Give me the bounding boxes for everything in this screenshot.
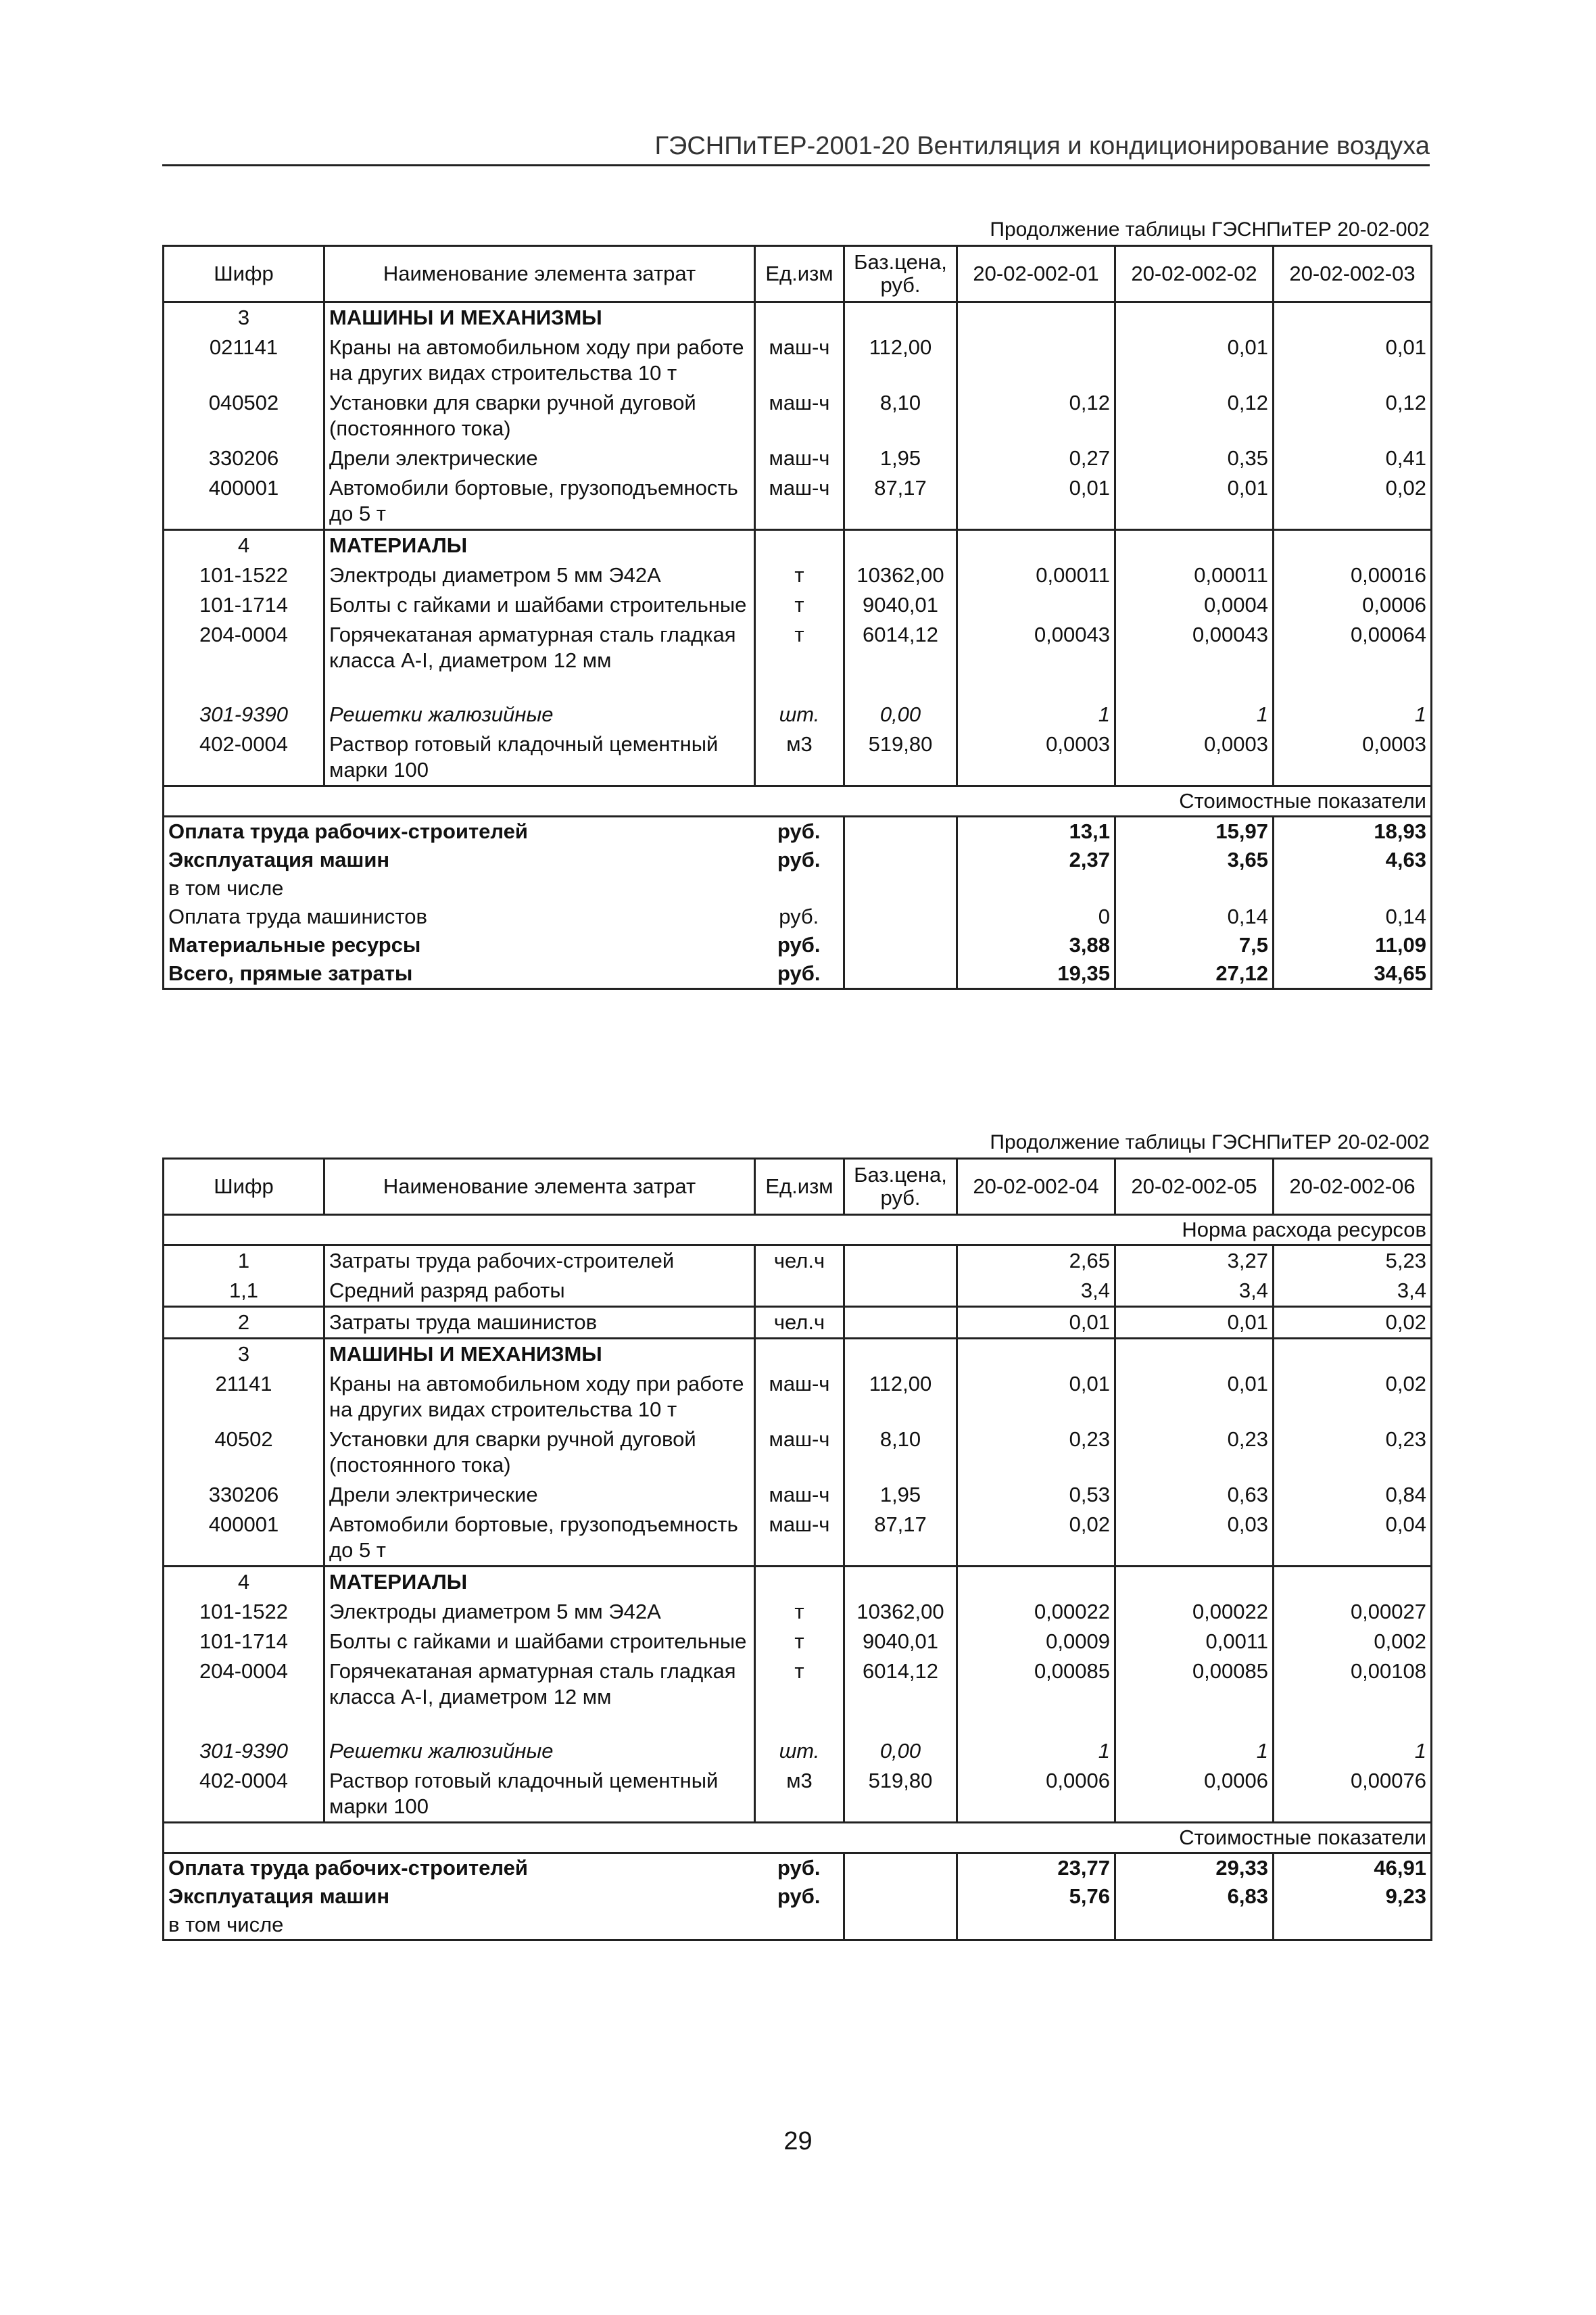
row-value: 0,00011 <box>957 560 1115 590</box>
cost-band-label: Стоимостные показатели <box>164 1823 1432 1853</box>
row-value: 0,0003 <box>957 730 1115 786</box>
section-title: МАТЕРИАЛЫ <box>324 1567 755 1598</box>
row-value: 0,02 <box>1274 1369 1432 1425</box>
row-price: 519,80 <box>844 1766 957 1823</box>
row-value: 0,0003 <box>1274 730 1432 786</box>
section-title: МАТЕРИАЛЫ <box>324 530 755 561</box>
cost-value: 2,37 <box>957 846 1115 874</box>
table-row <box>164 333 1432 388</box>
cost-label: Оплата труда рабочих-строителей <box>164 817 755 846</box>
row-unit: м3 <box>786 1769 813 1792</box>
row-value: 0,02 <box>957 1510 1115 1567</box>
row-unit: маш-ч <box>769 335 830 359</box>
norm-band-row <box>164 1215 1432 1245</box>
header-name: Наименование элемента затрат <box>324 1159 755 1215</box>
table1-header-row <box>164 246 1432 302</box>
row-unit: т <box>794 1629 804 1653</box>
section-number: 3 <box>164 302 324 333</box>
row-value: 0,00011 <box>1115 560 1274 590</box>
cost-band-label: Стоимостные показатели <box>164 786 1432 817</box>
row-price: 87,17 <box>844 473 957 530</box>
row-name: Дрели электрические <box>324 444 755 473</box>
cost-unit: руб. <box>777 933 821 957</box>
row-code: 330206 <box>164 444 324 473</box>
header-col-5: 20-02-002-05 <box>1115 1159 1274 1215</box>
row-value: 0,00022 <box>1115 1597 1274 1627</box>
table2-caption: Продолжение таблицы ГЭСНПиТЕР 20-02-002 <box>990 1131 1430 1153</box>
row-unit: т <box>794 1659 804 1683</box>
header-col-4: 20-02-002-04 <box>957 1159 1115 1215</box>
row-value: 0,35 <box>1115 444 1274 473</box>
row-unit: маш-ч <box>769 1512 830 1536</box>
row-price: 1,95 <box>844 444 957 473</box>
row-value: 0,0003 <box>1115 730 1274 786</box>
row-unit: чел.ч <box>755 1307 844 1339</box>
row-code: 330206 <box>164 1480 324 1510</box>
row-value: 3,4 <box>1274 1276 1432 1307</box>
cost-value: 19,35 <box>957 959 1115 989</box>
row-value: 1 <box>957 700 1115 730</box>
section-row <box>164 1339 1432 1370</box>
row-price: 0,00 <box>844 700 957 730</box>
header-code: Шифр <box>164 1159 324 1215</box>
row-price: 8,10 <box>844 388 957 444</box>
resource-table-2 <box>162 1158 1432 1941</box>
row-value <box>957 333 1115 388</box>
row-value: 0,00064 <box>1274 620 1432 675</box>
row-unit: чел.ч <box>773 1249 825 1272</box>
row-code: 101-1522 <box>164 1597 324 1627</box>
table-row <box>164 1627 1432 1656</box>
row-code: 101-1714 <box>164 1627 324 1656</box>
row-value: 0,03 <box>1115 1510 1274 1567</box>
cost-label: в том числе <box>164 874 755 903</box>
section-number: 4 <box>164 530 324 561</box>
header-price: Баз.цена, руб. <box>844 246 957 302</box>
row-value: 0,00085 <box>957 1656 1115 1712</box>
running-header: ГЭСНПиТЕР-2001-20 Вентиляция и кондиционирование воздуха <box>162 130 1430 166</box>
row-price: 10362,00 <box>844 1597 957 1627</box>
section-row <box>164 302 1432 333</box>
row-price: 9040,01 <box>844 1627 957 1656</box>
cost-value: 3,65 <box>1115 846 1274 874</box>
table-row <box>164 1245 1432 1276</box>
row-value: 0,0004 <box>1115 590 1274 620</box>
cost-band-row <box>164 786 1432 817</box>
row-name: Болты с гайками и шайбами строительные <box>324 590 755 620</box>
row-unit: маш-ч <box>769 1483 830 1506</box>
cost-value: 4,63 <box>1274 846 1432 874</box>
cost-value: 6,83 <box>1115 1882 1274 1911</box>
row-value: 0,0009 <box>957 1627 1115 1656</box>
header-col-2: 20-02-002-02 <box>1115 246 1274 302</box>
row-name: Средний разряд работы <box>324 1276 755 1307</box>
row-code: 40502 <box>164 1425 324 1480</box>
row-code: 1 <box>164 1245 324 1276</box>
table-row <box>164 1425 1432 1480</box>
row-price: 1,95 <box>844 1480 957 1510</box>
row-price: 112,00 <box>844 333 957 388</box>
cost-row <box>164 1911 1432 1940</box>
header-price: Баз.цена, руб. <box>844 1159 957 1215</box>
cost-row <box>164 846 1432 874</box>
row-value: 0,04 <box>1274 1510 1432 1567</box>
row-value: 1 <box>1274 1736 1432 1766</box>
row-name: Автомобили бортовые, грузоподъемность до 5 т <box>324 1510 755 1567</box>
row-value: 0,01 <box>1115 1369 1274 1425</box>
section-title: МАШИНЫ И МЕХАНИЗМЫ <box>324 1339 755 1370</box>
row-value: 3,27 <box>1115 1245 1274 1276</box>
row-value: 0,23 <box>1115 1425 1274 1480</box>
section-title: МАШИНЫ И МЕХАНИЗМЫ <box>324 302 755 333</box>
table2-header-row <box>164 1159 1432 1215</box>
table-row <box>164 473 1432 530</box>
cost-value: 11,09 <box>1274 931 1432 959</box>
cost-value: 29,33 <box>1115 1853 1274 1883</box>
row-price: 519,80 <box>844 730 957 786</box>
row-name: Затраты труда машинистов <box>324 1307 755 1339</box>
table-row <box>164 388 1432 444</box>
row-unit: т <box>794 593 804 617</box>
row-value: 0,00085 <box>1115 1656 1274 1712</box>
row-value: 0,01 <box>1115 473 1274 530</box>
table-row <box>164 620 1432 675</box>
cost-value: 5,76 <box>957 1882 1115 1911</box>
row-value: 0,01 <box>957 1307 1115 1339</box>
row-value: 0,00043 <box>957 620 1115 675</box>
cost-value: 0,14 <box>1274 903 1432 931</box>
row-value: 0,00022 <box>957 1597 1115 1627</box>
row-price: 112,00 <box>844 1369 957 1425</box>
row-value: 0,002 <box>1274 1627 1432 1656</box>
row-code: 021141 <box>164 333 324 388</box>
row-name: Горячекатаная арматурная сталь гладкая класса А-I, диаметром 12 мм <box>324 1656 755 1712</box>
row-value: 0,0006 <box>957 1766 1115 1823</box>
row-value: 0,23 <box>957 1425 1115 1480</box>
row-value: 0,02 <box>1274 1307 1432 1339</box>
cost-row <box>164 817 1432 846</box>
cost-label: Всего, прямые затраты <box>164 959 755 989</box>
row-value: 0,84 <box>1274 1480 1432 1510</box>
row-name: Краны на автомобильном ходу при работе на других видах строительства 10 т <box>324 333 755 388</box>
row-code: 204-0004 <box>164 1656 324 1712</box>
row-value: 1 <box>957 1736 1115 1766</box>
cost-band-row <box>164 1823 1432 1853</box>
cost-unit: руб. <box>777 1884 821 1908</box>
section-row <box>164 530 1432 561</box>
section-number: 4 <box>164 1567 324 1598</box>
cost-label: Эксплуатация машин <box>164 1882 755 1911</box>
table-row <box>164 590 1432 620</box>
row-value: 0,27 <box>957 444 1115 473</box>
row-name: Установки для сварки ручной дуговой (постоянного тока) <box>324 1425 755 1480</box>
row-unit: шт. <box>779 1739 820 1763</box>
table-row <box>164 1480 1432 1510</box>
row-code: 301-9390 <box>164 700 324 730</box>
row-unit: м3 <box>786 732 813 756</box>
row-unit: шт. <box>779 702 820 726</box>
row-value: 5,23 <box>1274 1245 1432 1276</box>
row-value: 0,01 <box>1115 1307 1274 1339</box>
row-code: 400001 <box>164 473 324 530</box>
row-value: 0,63 <box>1115 1480 1274 1510</box>
cost-unit: руб. <box>777 819 821 843</box>
cost-value: 23,77 <box>957 1853 1115 1883</box>
cost-value: 3,88 <box>957 931 1115 959</box>
row-unit: маш-ч <box>769 391 830 414</box>
table1-caption: Продолжение таблицы ГЭСНПиТЕР 20-02-002 <box>990 218 1430 241</box>
header-col-1: 20-02-002-01 <box>957 246 1115 302</box>
cost-label: Оплата труда машинистов <box>164 903 755 931</box>
cost-value: 34,65 <box>1274 959 1432 989</box>
row-name: Раствор готовый кладочный цементный марки 100 <box>324 1766 755 1823</box>
resource-table-1 <box>162 245 1432 990</box>
row-value: 0,41 <box>1274 444 1432 473</box>
cost-value: 13,1 <box>957 817 1115 846</box>
table-row <box>164 1656 1432 1712</box>
row-value: 0,0006 <box>1274 590 1432 620</box>
row-price: 6014,12 <box>844 1656 957 1712</box>
header-name: Наименование элемента затрат <box>324 246 755 302</box>
row-unit: т <box>794 1600 804 1623</box>
row-code: 1,1 <box>164 1276 324 1307</box>
table-row <box>164 1510 1432 1567</box>
row-value: 0,23 <box>1274 1425 1432 1480</box>
row-value: 0,12 <box>1115 388 1274 444</box>
row-value: 0,02 <box>1274 473 1432 530</box>
cost-row <box>164 1882 1432 1911</box>
row-unit: т <box>794 563 804 587</box>
row-code: 2 <box>164 1307 324 1339</box>
cost-value: 9,23 <box>1274 1882 1432 1911</box>
table-row <box>164 1766 1432 1823</box>
row-code: 101-1522 <box>164 560 324 590</box>
cost-row <box>164 1853 1432 1883</box>
cost-row <box>164 903 1432 931</box>
header-unit: Ед.изм <box>755 246 844 302</box>
row-value: 0,00108 <box>1274 1656 1432 1712</box>
row-price: 9040,01 <box>844 590 957 620</box>
row-name: Горячекатаная арматурная сталь гладкая класса А-I, диаметром 12 мм <box>324 620 755 675</box>
row-value: 1 <box>1115 700 1274 730</box>
header-unit: Ед.изм <box>755 1159 844 1215</box>
row-name: Решетки жалюзийные <box>324 1736 755 1766</box>
row-value: 0,0011 <box>1115 1627 1274 1656</box>
row-name: Дрели электрические <box>324 1480 755 1510</box>
cost-value: 18,93 <box>1274 817 1432 846</box>
cost-label: в том числе <box>164 1911 755 1940</box>
row-unit: маш-ч <box>769 1372 830 1395</box>
cost-unit: руб. <box>755 959 844 989</box>
row-name: Краны на автомобильном ходу при работе на других видах строительства 10 т <box>324 1369 755 1425</box>
row-value: 0,00016 <box>1274 560 1432 590</box>
row-value: 0,00043 <box>1115 620 1274 675</box>
row-value: 2,65 <box>957 1245 1115 1276</box>
cost-label: Материальные ресурсы <box>164 931 755 959</box>
table-row <box>164 1307 1432 1339</box>
row-value: 0,01 <box>957 473 1115 530</box>
row-code: 402-0004 <box>164 1766 324 1823</box>
cost-label: Эксплуатация машин <box>164 846 755 874</box>
row-price: 6014,12 <box>844 620 957 675</box>
row-name: Автомобили бортовые, грузоподъемность до 5 т <box>324 473 755 530</box>
cost-value: 46,91 <box>1274 1853 1432 1883</box>
cost-value: 27,12 <box>1115 959 1274 989</box>
table-row <box>164 1276 1432 1307</box>
row-value <box>957 590 1115 620</box>
spacer-row <box>164 1712 1432 1736</box>
row-unit: маш-ч <box>769 446 830 470</box>
row-code: 400001 <box>164 1510 324 1567</box>
row-price: 0,00 <box>844 1736 957 1766</box>
row-code: 040502 <box>164 388 324 444</box>
row-value: 0,53 <box>957 1480 1115 1510</box>
cost-value: 0,14 <box>1115 903 1274 931</box>
row-name: Электроды диаметром 5 мм Э42А <box>324 1597 755 1627</box>
row-unit: маш-ч <box>769 1427 830 1451</box>
row-code: 204-0004 <box>164 620 324 675</box>
cost-row <box>164 874 1432 903</box>
row-price: 87,17 <box>844 1510 957 1567</box>
row-unit: маш-ч <box>769 476 830 500</box>
row-value: 0,0006 <box>1115 1766 1274 1823</box>
header-col-6: 20-02-002-06 <box>1274 1159 1432 1215</box>
row-value: 1 <box>1115 1736 1274 1766</box>
row-price: 10362,00 <box>844 560 957 590</box>
norm-band-label: Норма расхода ресурсов <box>164 1215 1432 1245</box>
row-value: 0,00027 <box>1274 1597 1432 1627</box>
cost-unit: руб. <box>779 905 819 928</box>
cost-row <box>164 959 1432 989</box>
table-row <box>164 700 1432 730</box>
row-name: Решетки жалюзийные <box>324 700 755 730</box>
row-unit: т <box>794 623 804 646</box>
table-row <box>164 1736 1432 1766</box>
section-number: 3 <box>164 1339 324 1370</box>
row-name: Раствор готовый кладочный цементный марки 100 <box>324 730 755 786</box>
cost-unit: руб. <box>777 848 821 872</box>
header-col-3: 20-02-002-03 <box>1274 246 1432 302</box>
row-name: Затраты труда рабочих-строителей <box>324 1245 755 1276</box>
table-row <box>164 1597 1432 1627</box>
table-row <box>164 444 1432 473</box>
table-row <box>164 1369 1432 1425</box>
cost-value: 0 <box>957 903 1115 931</box>
row-code: 21141 <box>164 1369 324 1425</box>
row-value: 3,4 <box>1115 1276 1274 1307</box>
row-price: 8,10 <box>844 1425 957 1480</box>
row-name: Установки для сварки ручной дуговой (постоянного тока) <box>324 388 755 444</box>
row-value: 0,01 <box>1274 333 1432 388</box>
row-name: Электроды диаметром 5 мм Э42А <box>324 560 755 590</box>
section-row <box>164 1567 1432 1598</box>
cost-row <box>164 931 1432 959</box>
cost-label: Оплата труда рабочих-строителей <box>164 1853 755 1883</box>
cost-unit: руб. <box>777 1856 821 1880</box>
row-code: 402-0004 <box>164 730 324 786</box>
cost-value: 15,97 <box>1115 817 1274 846</box>
cost-value: 7,5 <box>1115 931 1274 959</box>
row-value: 1 <box>1274 700 1432 730</box>
row-name: Болты с гайками и шайбами строительные <box>324 1627 755 1656</box>
row-value: 0,01 <box>957 1369 1115 1425</box>
row-value: 0,12 <box>957 388 1115 444</box>
row-value: 0,01 <box>1115 333 1274 388</box>
row-value: 0,00076 <box>1274 1766 1432 1823</box>
row-value: 3,4 <box>957 1276 1115 1307</box>
page-number: 29 <box>783 2127 813 2155</box>
row-value: 0,12 <box>1274 388 1432 444</box>
spacer-row <box>164 675 1432 700</box>
row-code: 301-9390 <box>164 1736 324 1766</box>
table-row <box>164 730 1432 786</box>
header-code: Шифр <box>164 246 324 302</box>
table-row <box>164 560 1432 590</box>
row-code: 101-1714 <box>164 590 324 620</box>
